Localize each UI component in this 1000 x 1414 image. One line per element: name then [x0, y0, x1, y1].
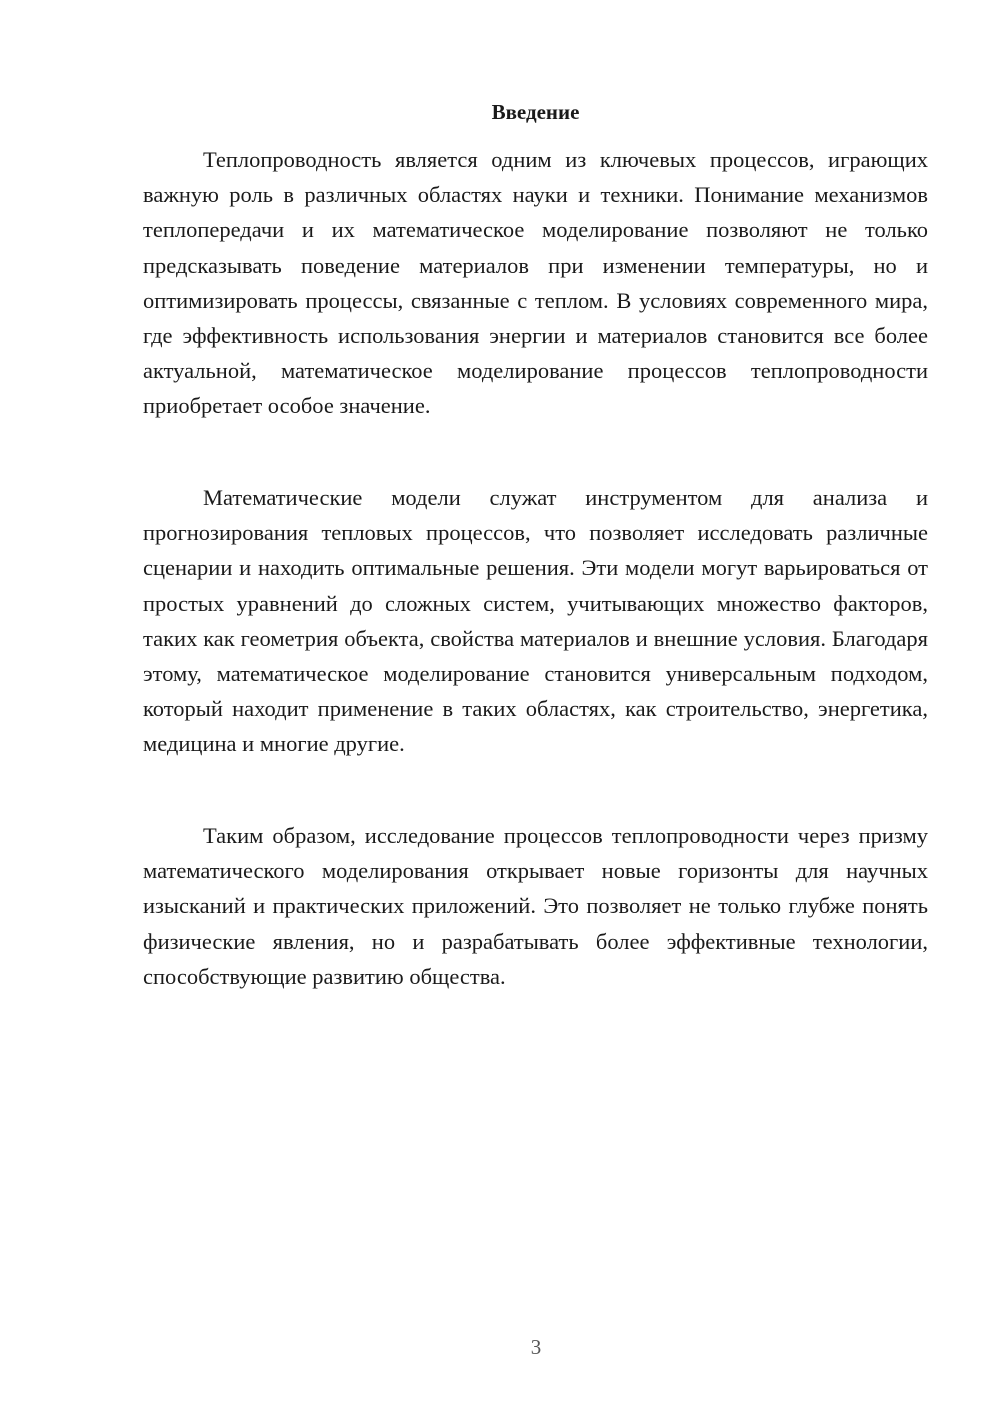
paragraph-1: Теплопроводность является одним из ключевых процессов, играющих важную роль в различных областях науки и техники. Понимание механизмов теплопередачи и их математическое моделирование позволяют не только предсказывать поведение материалов при изменении температуры, но и оптимизировать процессы, связанные с теплом. В условиях современного мира, где эффективность использования энергии и материалов становится все более актуальной, математическое моделирование процессов теплопроводности приобретает особое значение. — [143, 147, 928, 419]
page-number: 3 — [530, 1335, 542, 1359]
paragraph-2: Математические модели служат инструментом для анализа и прогнозирования тепловых процессов, что позволяет исследовать различные сценарии и находить оптимальные решения. Эти модели могут варьироваться от простых уравнений до сложных систем, учитывающих множество факторов, таких как геометрия объекта, свойства материалов и внешние условия. Благодаря этому, математическое моделирование становится универсальным подходом, который находит применение в таких областях, как строительство, энергетика, медицина и многие другие. — [143, 485, 928, 757]
paragraph-3: Таким образом, исследование процессов теплопроводности через призму математического моделирования открывает новые горизонты для научных изысканий и практических приложений. Это позволяет не только глубже понять физические явления, но и разрабатывать более эффективные технологии, способствующие развитию общества. — [143, 823, 928, 989]
section-title: Введение — [491, 100, 580, 124]
